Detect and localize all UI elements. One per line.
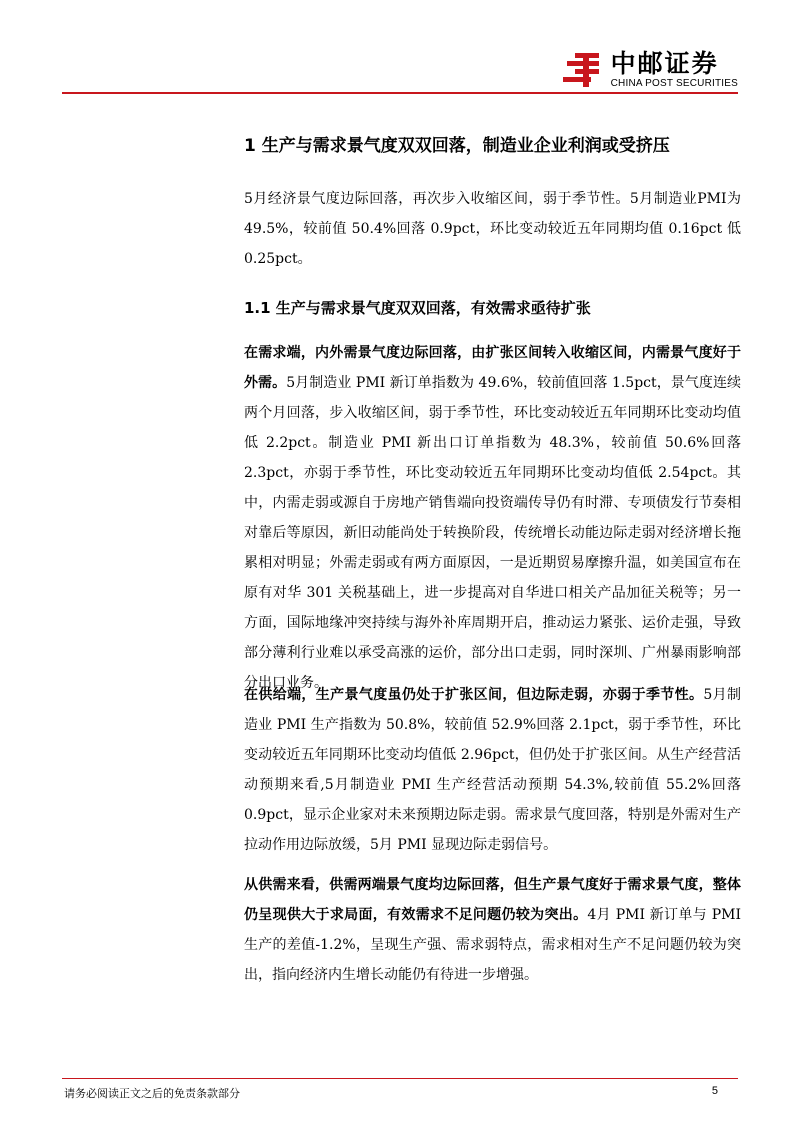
section-1-1-heading: 1.1 生产与需求景气度双双回落，有效需求亟待扩张 <box>244 299 591 317</box>
footer-divider <box>62 1078 738 1079</box>
demand-lead: 在需求端，内外需景气度边际回落，由扩张区间转入收缩区间，内需景气度好于外需。 <box>244 345 741 391</box>
brand-name-cn: 中邮证券 <box>610 49 719 78</box>
supply-paragraph <box>244 680 741 860</box>
footer-disclaimer: 请务必阅读正文之后的免责条款部分 <box>64 1087 240 1100</box>
header-divider <box>62 92 738 94</box>
supply-lead: 在供给端，生产景气度虽仍处于扩张区间，但边际走弱，亦弱于季节性。 <box>244 687 704 703</box>
china-post-logo-icon <box>561 51 605 89</box>
section-1-heading: 1 生产与需求景气度双双回落，制造业企业利润或受挤压 <box>244 136 670 156</box>
supply-demand-lead: 从供需来看，供需两端景气度均边际回落，但生产景气度好于需求景气度，整体仍呈现供大于求局面，有效需求不足问题仍较为突出。 <box>244 877 741 923</box>
brand-name-en: CHINA POST SECURITIES <box>610 78 738 89</box>
page-number: 5 <box>711 1085 718 1097</box>
section-1-intro: 5月经济景气度边际回落，再次步入收缩区间，弱于季节性。5月制造业PMI为 49.5%，较前值 50.4%回落 0.9pct，环比变动较近五年同期均值 0.16pct 低 0.25pct。 <box>244 191 741 267</box>
demand-paragraph <box>244 338 741 698</box>
brand-logo <box>561 50 738 90</box>
supply-body: 5月制造业 PMI 生产指数为 50.8%，较前值 52.9%回落 2.1pct，弱于季节性，环比变动较近五年同期环比变动均值低 2.96pct，但仍处于扩张区间。从生产经营活动预期来看,5月制造业 PMI 生产经营活动预期 54.3%,较前值 55.2%回落 0.9pct，显示企业家对未来预期边际走弱。需求景气度回落，特别是外需对生产拉动作用边际放缓，5月 PMI 显现边际走弱信号。 <box>244 687 741 853</box>
demand-body: 5月制造业 PMI 新订单指数为 49.6%，较前值回落 1.5pct，景气度连续两个月回落，步入收缩区间，弱于季节性，环比变动较近五年同期环比变动均值低 2.2pct。制造业 PMI 新出口订单指数为 48.3%，较前值 50.6%回落 2.3pct，亦弱于季节性，环比变动较近五年同期环比变动均值低 2.54pct。其中，内需走弱或源自于房地产销售端向投资端传导仍有时滞、专项债发行节奏相对靠后等原因，新旧动能尚处于转换阶段，传统增长动能边际走弱对经济增长拖累相对明显；外需走弱或有两方面原因，一是近期贸易摩擦升温，如美国宣布在原有对华 301 关税基础上，进一步提高对自华进口相关产品加征关税等；另一方面，国际地缘冲突持续与海外补库周期开启，推动运力紧张、运价走强，导致部分薄利行业难以承受高涨的运价，部分出口走弱，同时深圳、广州暴雨影响部分出口业务。 <box>244 375 741 691</box>
supply-demand-paragraph <box>244 870 741 990</box>
supply-demand-body: 4月 PMI 新订单与 PMI 生产的差值-1.2%，呈现生产强、需求弱特点，需求相对生产不足问题仍较为突出，指向经济内生增长动能仍有待进一步增强。 <box>244 907 742 983</box>
